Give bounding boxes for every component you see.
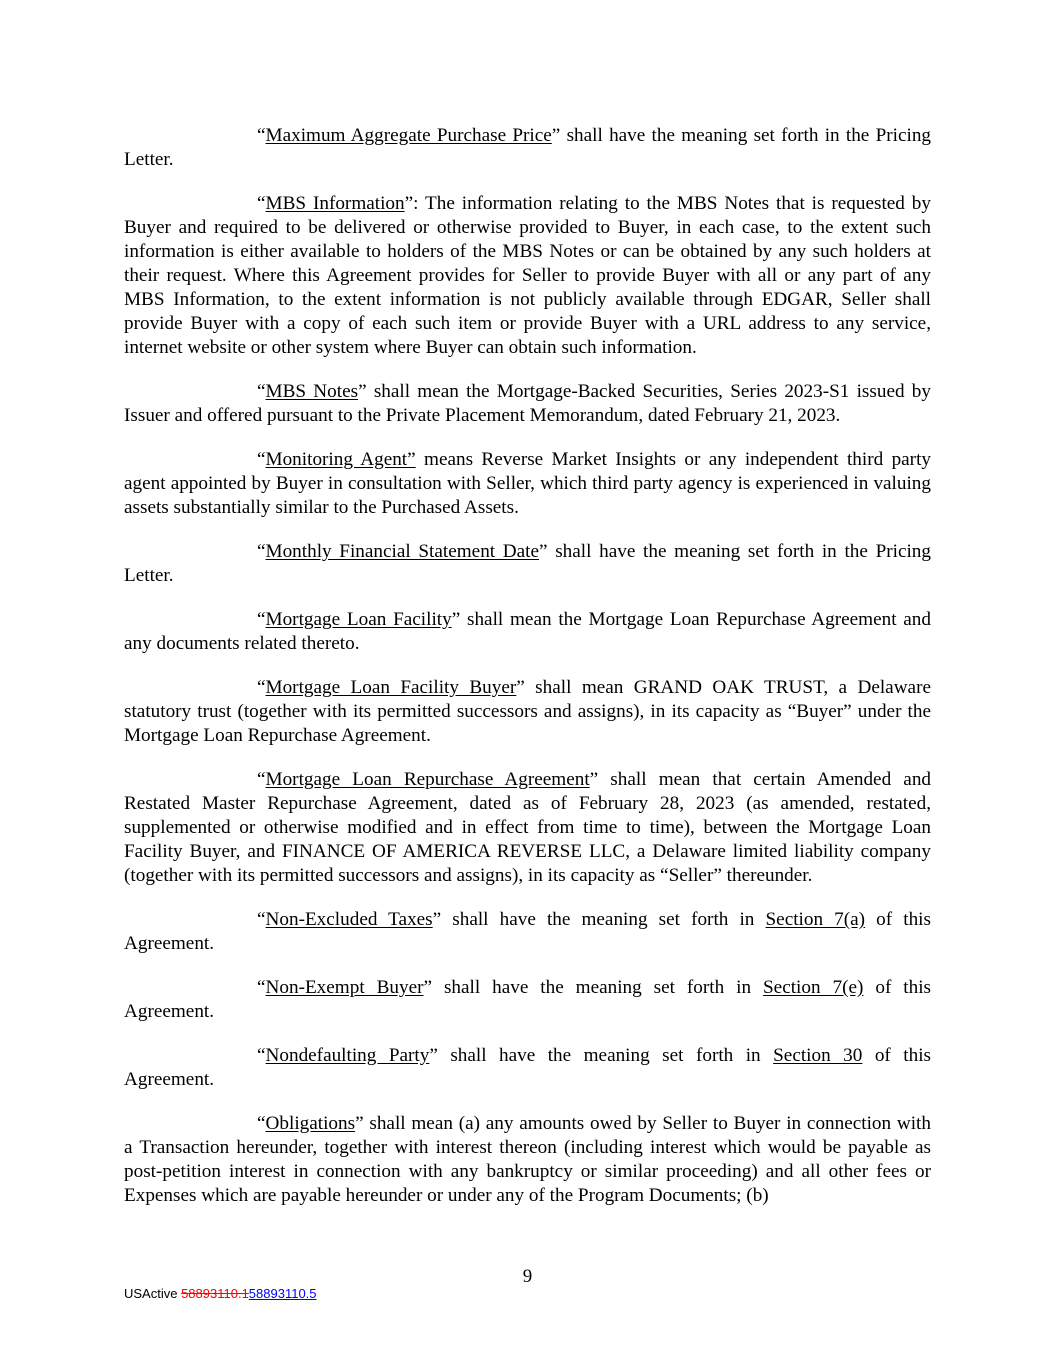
definition-maximum-aggregate-purchase-price — [124, 124, 931, 172]
footer-deleted-id: 58893110.1 — [181, 1286, 249, 1301]
definition-text: ” shall mean that certain Amended and Restated Master Repurchase Agreement, dated as of February 28, 2023 (as amended, restated, supplemented or otherwise modified and in effect from time to time), between the Mortgage Loan Facility Buyer, and FINANCE OF AMERICA REVERSE LLC, a Delaware limited liability company (together with its permitted successors and assigns), in its capacity as “Seller” thereunder. — [124, 769, 932, 886]
section-reference: Section 7(a) — [765, 909, 866, 930]
definition-mortgage-loan-facility-buyer — [124, 676, 931, 748]
document-page — [124, 124, 931, 1228]
definition-tail: of this Agreement. — [124, 909, 931, 954]
section-reference: Section 7(e) — [763, 977, 864, 998]
defined-term: Mortgage Loan Repurchase Agreement — [265, 769, 590, 790]
definition-text: ” shall mean (a) any amounts owed by Seller to Buyer in connection with a Transaction hereunder, together with interest thereon (including interest which would be payable as post-petition interest in connection with any bankruptcy or similar proceeding) and all other fees or Expenses which are payable hereunder or under any of the Program Documents; (b) — [124, 1113, 931, 1206]
page-number: 9 — [522, 1266, 533, 1287]
definition-mortgage-loan-repurchase-agreement — [124, 768, 931, 888]
open-quote: “ — [257, 677, 266, 698]
definition-mbs-information — [124, 192, 931, 360]
open-quote: “ — [257, 1045, 266, 1066]
definition-text: ” shall have the meaning set forth in the Pricing Letter. — [124, 125, 932, 170]
defined-term: Maximum Aggregate Purchase Price — [265, 125, 552, 146]
open-quote: “ — [257, 381, 266, 402]
defined-term: Mortgage Loan Facility Buyer — [265, 677, 517, 698]
definition-tail: of this Agreement. — [124, 1045, 931, 1090]
defined-term: Non-Excluded Taxes — [265, 909, 433, 930]
definition-non-exempt-buyer — [124, 976, 931, 1024]
defined-term: Non-Exempt Buyer — [265, 977, 424, 998]
defined-term: MBS Information — [265, 193, 405, 214]
definition-obligations — [124, 1112, 931, 1208]
open-quote: “ — [257, 541, 266, 562]
open-quote: “ — [257, 1113, 266, 1134]
definition-nondefaulting-party — [124, 1044, 931, 1092]
definition-text: ” shall have the meaning set forth in — [429, 1045, 774, 1066]
document-footer — [124, 1286, 317, 1302]
open-quote: “ — [257, 909, 266, 930]
definition-text: ” shall mean GRAND OAK TRUST, a Delaware statutory trust (together with its permitted successors and assigns), in its capacity as “Buyer” under the Mortgage Loan Repurchase Agreement. — [124, 677, 931, 746]
open-quote: “ — [257, 769, 266, 790]
defined-term: MBS Notes — [265, 381, 359, 402]
definition-text: ” shall mean the Mortgage Loan Repurchase Agreement and any documents related thereto. — [124, 609, 931, 654]
definition-text: ”: The information relating to the MBS Notes that is requested by Buyer and required to be delivered or otherwise provided to Buyer, in each case, to the extent such information is either available to holders of the MBS Notes or can be obtained by any such holders at their request. Where this Agreement provides for Seller to provide Buyer with all or any part of any MBS Information, to the extent information is not publicly available through EDGAR, Seller shall provide Buyer with a copy of each such item or provide Buyer with a URL address to any service, internet website or other system where Buyer can obtain such information. — [124, 193, 931, 358]
definition-text: means Reverse Market Insights or any independent third party agent appointed by Buyer in consultation with Seller, which third party agency is experienced in valuing assets substantially similar to the Purchased Assets. — [124, 449, 931, 518]
open-quote: “ — [257, 125, 266, 146]
definition-text: ” shall mean the Mortgage-Backed Securities, Series 2023-S1 issued by Issuer and offered pursuant to the Private Placement Memorandum, dated February 21, 2023. — [124, 381, 931, 426]
open-quote: “ — [257, 977, 266, 998]
open-quote: “ — [257, 609, 266, 630]
open-quote: “ — [257, 193, 266, 214]
definition-mortgage-loan-facility — [124, 608, 931, 656]
section-reference: Section 30 — [773, 1045, 863, 1066]
definition-text: ” shall have the meaning set forth in — [423, 977, 764, 998]
defined-term: Monthly Financial Statement Date — [265, 541, 540, 562]
open-quote: “ — [257, 449, 266, 470]
defined-term: Obligations — [265, 1113, 356, 1134]
defined-term: Monitoring Agent” — [265, 449, 416, 470]
defined-term: Mortgage Loan Facility — [265, 609, 452, 630]
defined-term: Nondefaulting Party — [265, 1045, 430, 1066]
definition-monthly-financial-statement-date — [124, 540, 931, 588]
definition-mbs-notes — [124, 380, 931, 428]
footer-prefix: USActive — [124, 1286, 182, 1301]
definition-text: ” shall have the meaning set forth in the Pricing Letter. — [124, 541, 931, 586]
definition-monitoring-agent — [124, 448, 931, 520]
definition-tail: of this Agreement. — [124, 977, 931, 1022]
definition-text: ” shall have the meaning set forth in — [432, 909, 766, 930]
definition-non-excluded-taxes — [124, 908, 931, 956]
footer-inserted-id: 58893110.5 — [248, 1286, 317, 1301]
